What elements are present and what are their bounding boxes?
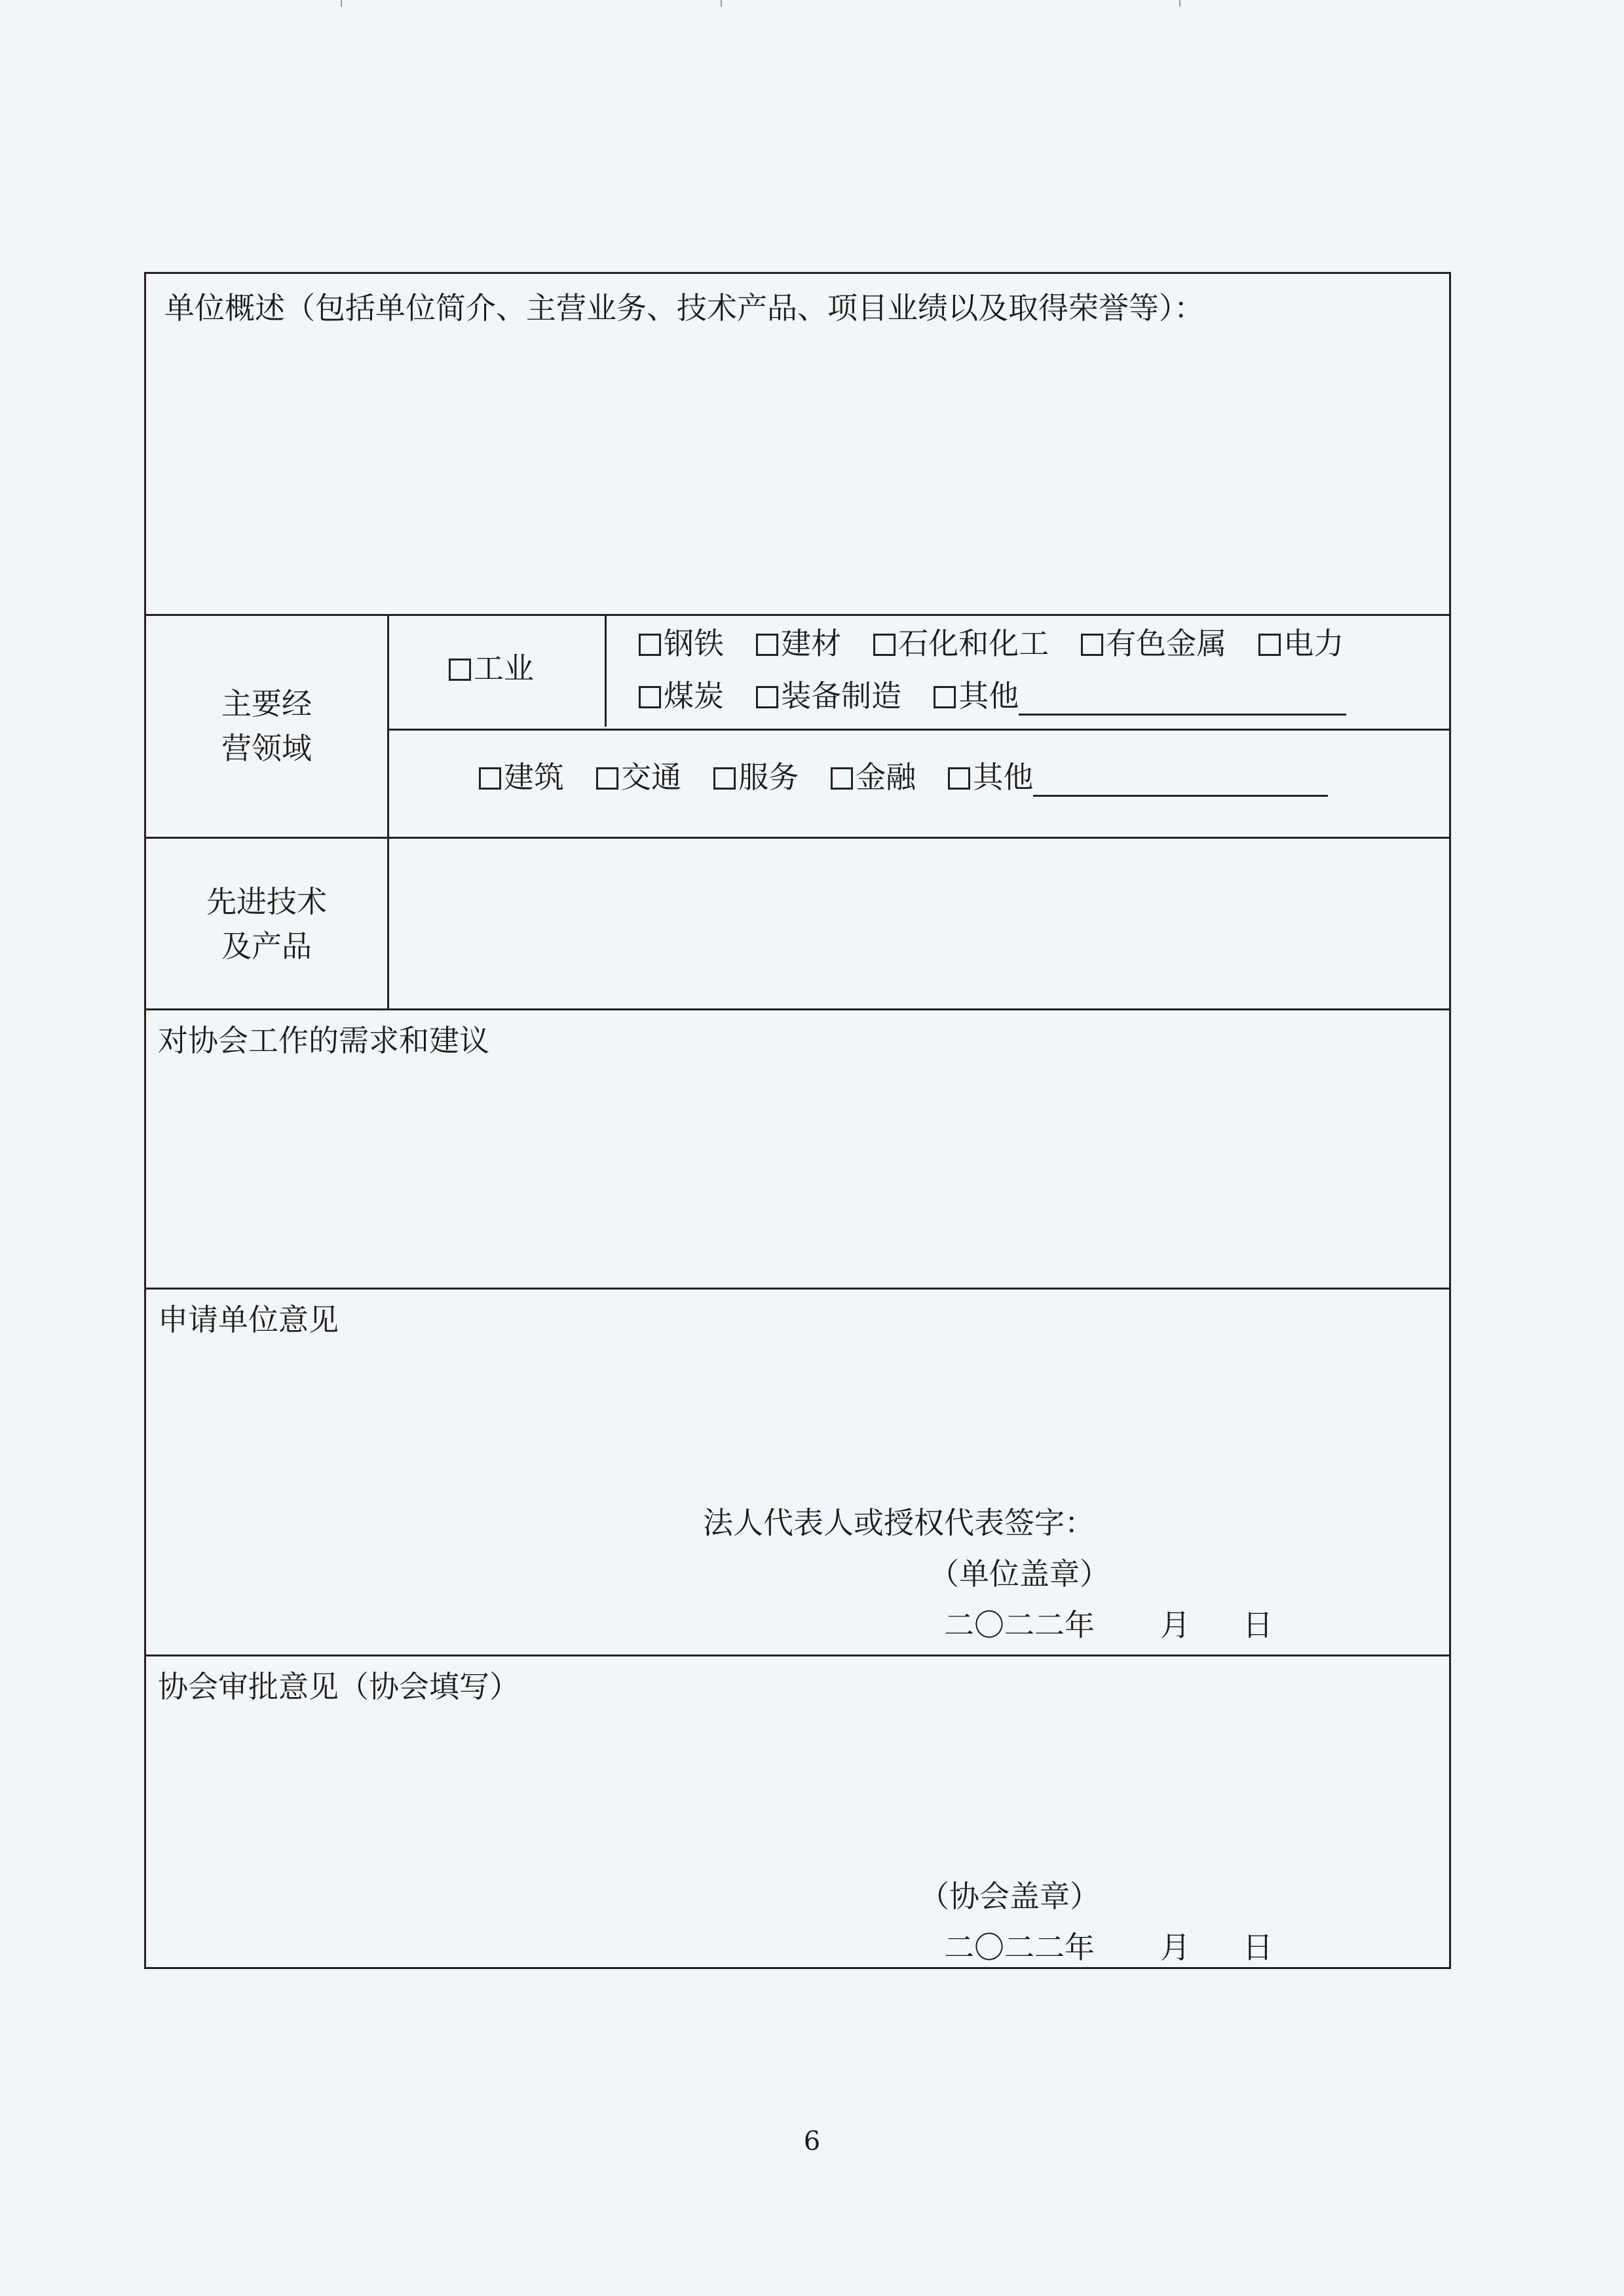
date-month: 月 xyxy=(1160,1930,1190,1965)
divider xyxy=(387,839,389,1008)
seal-label: （单位盖章） xyxy=(929,1556,1110,1592)
advanced-tech-row xyxy=(146,839,1449,1010)
checkbox[interactable] xyxy=(449,659,471,681)
checkbox[interactable] xyxy=(756,686,778,708)
business-field-row xyxy=(146,616,1449,839)
advanced-tech-label-line1: 先进技术 xyxy=(206,884,327,919)
business-field-label-line1: 主要经 xyxy=(221,686,312,721)
checkbox[interactable] xyxy=(639,634,661,656)
option-services[interactable]: 服务 xyxy=(713,757,799,797)
checkbox[interactable] xyxy=(479,767,501,790)
association-seal-label: （协会盖章） xyxy=(919,1879,1100,1914)
industry-options-row1 xyxy=(639,624,1344,663)
applicant-opinion-row xyxy=(146,1290,1449,1656)
needs-label: 对协会工作的需求和建议 xyxy=(158,1023,489,1058)
divider xyxy=(605,616,607,727)
signature-label: 法人代表人或授权代表签字： xyxy=(703,1505,1095,1540)
checkbox[interactable] xyxy=(831,767,853,790)
checkbox[interactable] xyxy=(713,767,736,790)
option-transportation[interactable]: 交通 xyxy=(596,757,681,797)
business-field-label-line2: 营领域 xyxy=(221,731,312,766)
scan-mark xyxy=(1179,0,1180,7)
option-finance[interactable]: 金融 xyxy=(831,757,916,797)
checkbox[interactable] xyxy=(1258,634,1281,656)
option-building-materials[interactable]: 建材 xyxy=(756,624,841,663)
checkbox[interactable] xyxy=(873,634,896,656)
membership-form-table xyxy=(144,272,1451,1969)
overview-label: 单位概述（包括单位简介、主营业务、技术产品、项目业绩以及取得荣誉等）： xyxy=(164,290,1204,326)
association-opinion-label: 协会审批意见（协会填写） xyxy=(158,1669,519,1704)
other-fields-row xyxy=(479,757,1328,797)
option-industry-other[interactable]: 其他 xyxy=(934,676,1346,716)
checkbox[interactable] xyxy=(639,686,661,708)
applicant-opinion-label: 申请单位意见 xyxy=(158,1302,339,1337)
divider xyxy=(387,616,389,837)
advanced-tech-label xyxy=(146,879,387,968)
association-opinion-row xyxy=(146,1656,1449,1971)
association-date-line xyxy=(944,1926,1273,1968)
date-year: 二〇二二年 xyxy=(944,1930,1095,1965)
option-other[interactable]: 其他 xyxy=(948,757,1328,797)
option-steel[interactable]: 钢铁 xyxy=(639,624,724,663)
date-day: 日 xyxy=(1243,1930,1273,1965)
scan-mark xyxy=(721,0,722,7)
checkbox[interactable] xyxy=(756,634,778,656)
date-year: 二〇二二年 xyxy=(944,1607,1095,1643)
option-nonferrous-metals[interactable]: 有色金属 xyxy=(1081,624,1226,663)
option-power[interactable]: 电力 xyxy=(1258,624,1344,663)
date-day: 日 xyxy=(1243,1607,1273,1643)
date-line xyxy=(944,1604,1273,1646)
checkbox[interactable] xyxy=(1081,634,1103,656)
checkbox[interactable] xyxy=(934,686,956,708)
other-blank[interactable] xyxy=(1033,761,1328,797)
scan-mark xyxy=(341,0,342,7)
page-number: 6 xyxy=(803,2126,821,2156)
option-coal[interactable]: 煤炭 xyxy=(639,676,724,716)
overview-row xyxy=(146,274,1449,616)
other-blank[interactable] xyxy=(1019,679,1346,716)
checkbox[interactable] xyxy=(948,767,970,790)
date-month: 月 xyxy=(1160,1607,1190,1643)
needs-row xyxy=(146,1010,1449,1290)
divider xyxy=(387,729,1449,731)
industry-option[interactable]: 工业 xyxy=(449,649,563,688)
option-construction[interactable]: 建筑 xyxy=(479,757,564,797)
checkbox[interactable] xyxy=(596,767,618,790)
business-field-label xyxy=(146,681,387,771)
advanced-tech-label-line2: 及产品 xyxy=(221,928,312,964)
industry-options-row2 xyxy=(639,676,1346,716)
option-petrochemical[interactable]: 石化和化工 xyxy=(873,624,1049,663)
option-equipment-manufacturing[interactable]: 装备制造 xyxy=(756,676,901,716)
